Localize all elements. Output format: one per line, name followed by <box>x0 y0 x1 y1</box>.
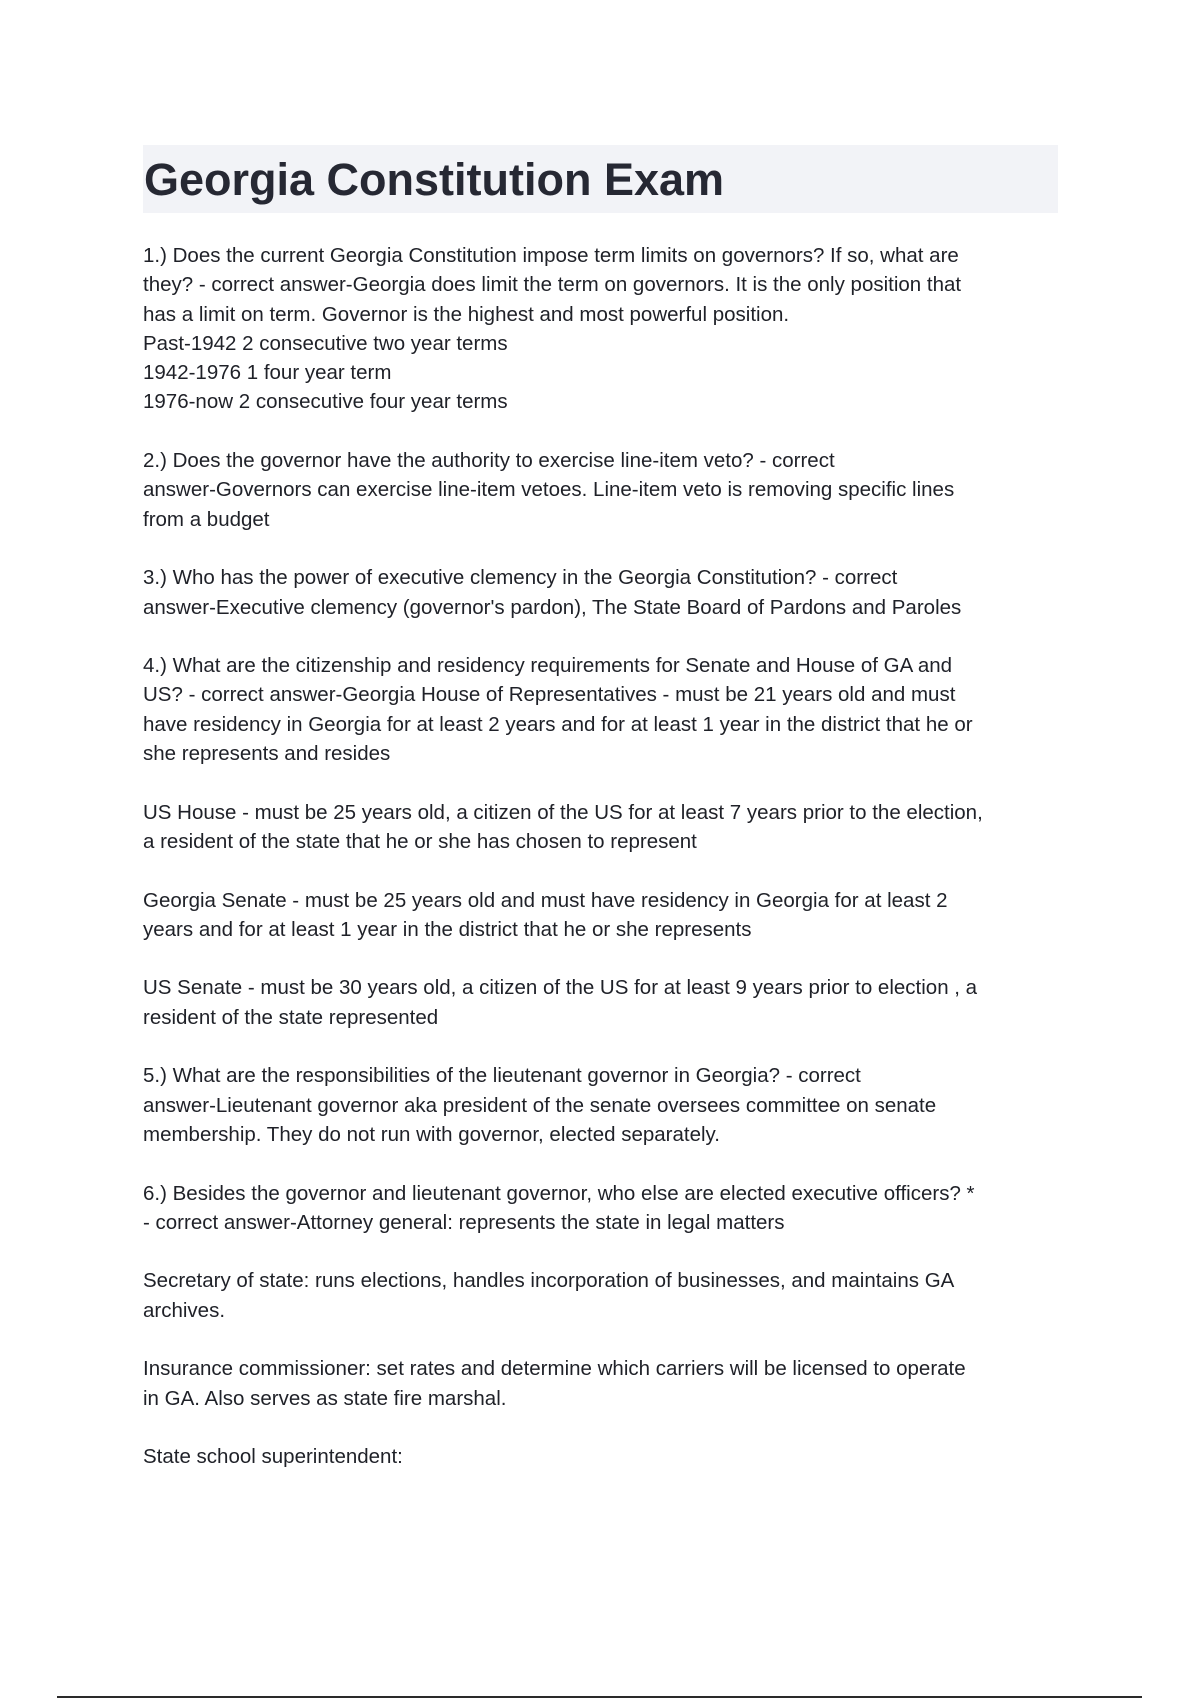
text-line: 4.) What are the citizenship and residency requirements for Senate and House of GA and <box>143 654 953 678</box>
paragraph-q5 <box>143 1061 1058 1149</box>
page-title: Georgia Constitution Exam <box>144 153 725 205</box>
text-line: she represents and resides <box>143 742 391 766</box>
text-line: 3.) Who has the power of executive clemency in the Georgia Constitution? - correct <box>143 566 898 590</box>
text-line: resident of the state represented <box>143 1005 439 1029</box>
paragraph-insurance-commissioner <box>143 1354 1058 1413</box>
paragraph-georgia-senate <box>143 886 1058 945</box>
text-line: State school superintendent: <box>143 1445 403 1469</box>
text-line: answer-Governors can exercise line-item vetoes. Line-item veto is removing specific lines <box>143 478 955 502</box>
paragraph-us-senate <box>143 973 1058 1032</box>
text-line: from a budget <box>143 507 270 531</box>
text-line: 1976-now 2 consecutive four year terms <box>143 390 508 414</box>
text-line: 2.) Does the governor have the authority to exercise line-item veto? - correct <box>143 449 835 473</box>
text-line: 5.) What are the responsibilities of the lieutenant governor in Georgia? - correct <box>143 1064 861 1088</box>
document-page <box>143 145 1058 1501</box>
text-line: Insurance commissioner: set rates and determine which carriers will be licensed to operate <box>143 1357 966 1381</box>
text-line: they? - correct answer-Georgia does limit the term on governors. It is the only position that <box>143 273 962 297</box>
text-line: US Senate - must be 30 years old, a citizen of the US for at least 9 years prior to election , a <box>143 976 978 1000</box>
text-line: 1942-1976 1 four year term <box>143 361 392 385</box>
paragraph-q6 <box>143 1179 1058 1238</box>
document-body <box>143 241 1058 1471</box>
text-line: in GA. Also serves as state fire marshal. <box>143 1386 507 1410</box>
text-line: Secretary of state: runs elections, handles incorporation of businesses, and maintains GA <box>143 1269 955 1293</box>
text-line: - correct answer-Attorney general: represents the state in legal matters <box>143 1210 785 1234</box>
text-line: 1.) Does the current Georgia Constitution impose term limits on governors? If so, what are <box>143 244 959 267</box>
paragraph-school-superintendent <box>143 1442 1058 1471</box>
text-line: Georgia Senate - must be 25 years old and must have residency in Georgia for at least 2 <box>143 888 948 912</box>
title-band <box>143 145 1058 213</box>
text-line: have residency in Georgia for at least 2 years and for at least 1 year in the district that he or <box>143 712 973 736</box>
paragraph-q1 <box>143 241 1058 417</box>
text-line: US? - correct answer-Georgia House of Representatives - must be 21 years old and must <box>143 683 956 707</box>
text-line: answer-Lieutenant governor aka president of the senate oversees committee on senate <box>143 1093 937 1117</box>
paragraph-q4 <box>143 651 1058 768</box>
text-line: membership. They do not run with governor, elected separately. <box>143 1122 720 1146</box>
text-line: has a limit on term. Governor is the highest and most powerful position. <box>143 302 790 326</box>
text-line: Past-1942 2 consecutive two year terms <box>143 331 508 355</box>
footer-divider <box>57 1696 1142 1698</box>
paragraph-q3 <box>143 563 1058 622</box>
text-line: a resident of the state that he or she has chosen to represent <box>143 829 697 853</box>
text-line: 6.) Besides the governor and lieutenant governor, who else are elected executive officers? * <box>143 1181 975 1205</box>
text-line: US House - must be 25 years old, a citizen of the US for at least 7 years prior to the election, <box>143 800 983 824</box>
text-line: years and for at least 1 year in the district that he or she represents <box>143 917 752 941</box>
text-line: answer-Executive clemency (governor's pardon), The State Board of Pardons and Paroles <box>143 595 962 619</box>
paragraph-us-house <box>143 798 1058 857</box>
paragraph-secretary-of-state <box>143 1266 1058 1325</box>
paragraph-q2 <box>143 446 1058 534</box>
text-line: archives. <box>143 1298 226 1322</box>
